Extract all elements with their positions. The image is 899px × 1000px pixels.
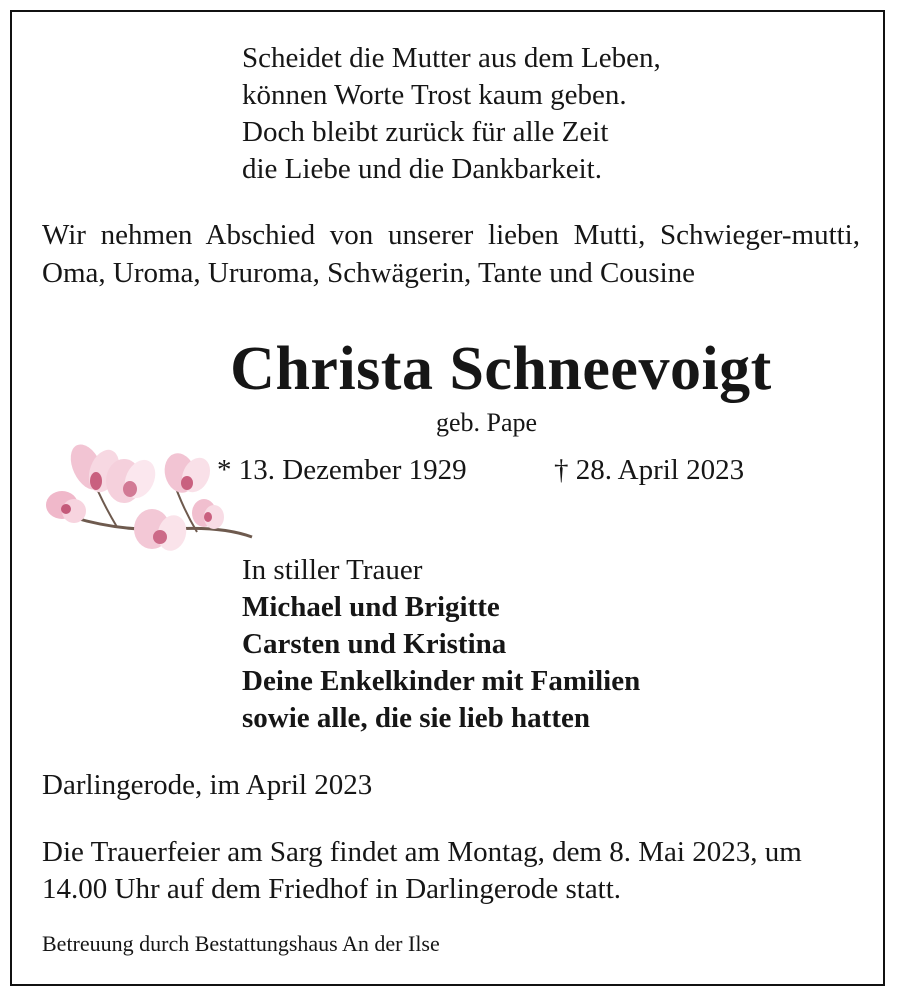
poem-line: können Worte Trost kaum geben. [242,79,627,111]
mourner-line: Deine Enkelkinder mit Familien [242,665,641,697]
poem-line: Scheidet die Mutter aus dem Leben, [242,42,661,74]
place-date: Darlingerode, im April 2023 [42,769,373,801]
birth-date: * 13. Dezember 1929 [217,454,467,486]
mourner-line: sowie alle, die sie lieb hatten [242,702,590,734]
mourner-line: Michael und Brigitte [242,591,500,623]
death-date: † 28. April 2023 [554,454,745,486]
farewell-text: Wir nehmen Abschied von unserer lieben Mutti, Schwieger-mutti, Oma, Uroma, Ururoma, Schwägerin, Tante und Cousine [42,219,860,289]
deceased-name: Christa Schneevoigt [230,335,772,403]
mourners [242,552,640,737]
maiden-name: geb. Pape [436,408,538,437]
ceremony-info: Die Trauerfeier am Sarg findet am Montag, dem 8. Mai 2023, um 14.00 Uhr auf dem Friedhof in Darlingerode statt. [42,836,802,905]
mourners-heading: In stiller Trauer [242,554,423,586]
obituary-notice [10,10,885,986]
mourner-line: Carsten und Kristina [242,628,507,660]
poem [242,40,661,188]
undertaker-note: Betreuung durch Bestattungshaus An der Ilse [42,931,440,956]
poem-line: die Liebe und die Dankbarkeit. [242,153,602,185]
poem-line: Doch bleibt zurück für alle Zeit [242,116,609,148]
